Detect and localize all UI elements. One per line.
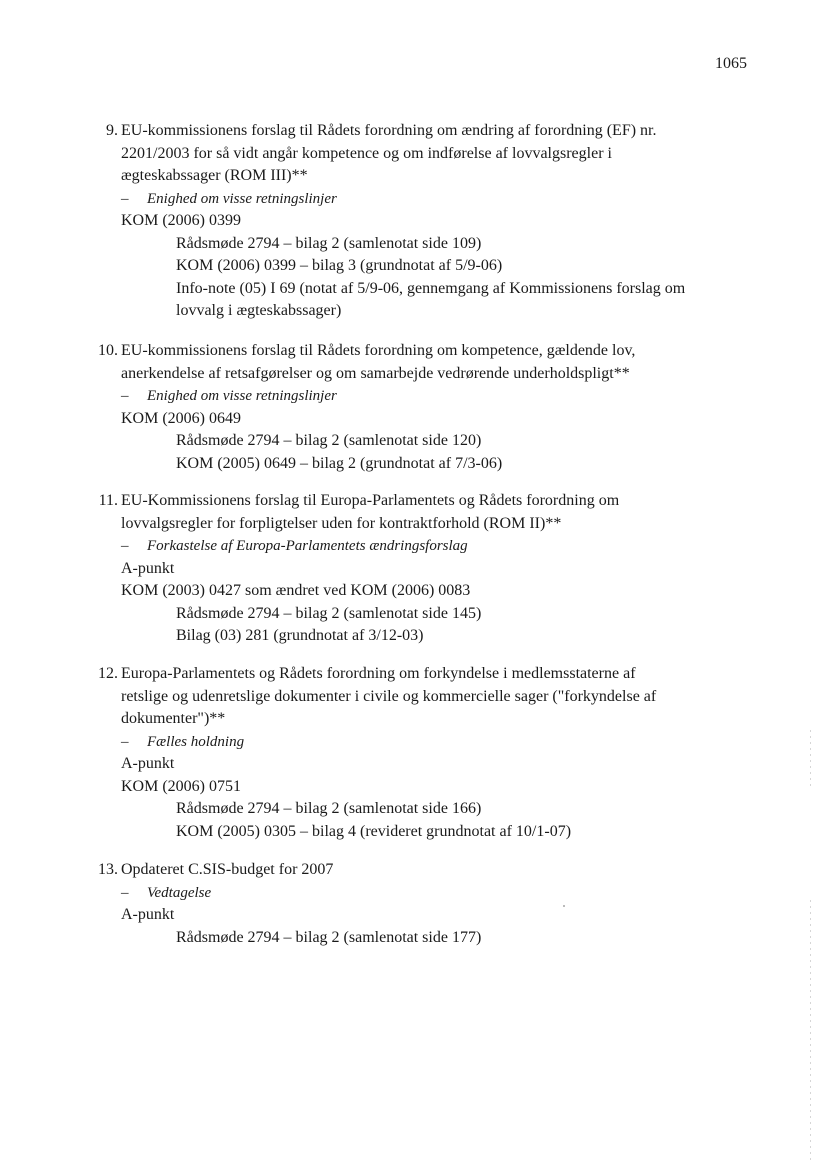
- item-number: 11.: [98, 492, 118, 509]
- item-sub-reference: KOM (2005) 0649 – bilag 2 (grundnotat af 7/3-06): [176, 454, 503, 472]
- item-reference: KOM (2003) 0427 som ændret ved KOM (2006) 0083: [121, 582, 471, 599]
- item-status: – Enighed om visse retningslinjer: [121, 388, 337, 404]
- item-number: 13.: [98, 861, 118, 878]
- item-status-text: Enighed om visse retningslinjer: [147, 388, 337, 404]
- item-status-text: Enighed om visse retningslinjer: [147, 190, 337, 207]
- item-title-line: EU-kommissionens forslag til Rådets forordning om ændring af forordning (EF) nr.: [121, 122, 657, 139]
- scan-speck: [563, 905, 565, 907]
- item-title-line: ægteskabssager (ROM III)**: [121, 167, 308, 184]
- item-sub-reference: Rådsmøde 2794 – bilag 2 (samlenotat side 166): [176, 800, 482, 817]
- agenda-item: [88, 490, 758, 648]
- scan-edge-mark: [810, 730, 811, 790]
- item-title-line: Europa-Parlamentets og Rådets forordning om forkyndelse i medlemsstaterne af: [121, 665, 636, 682]
- item-sub-reference: Rådsmøde 2794 – bilag 2 (samlenotat side 177): [176, 928, 482, 946]
- item-status: – Vedtagelse: [121, 884, 212, 901]
- item-status: – Forkastelse af Europa-Parlamentets ændringsforslag: [121, 538, 468, 554]
- item-status-text: Vedtagelse: [147, 884, 212, 901]
- item-reference: KOM (2006) 0751: [121, 777, 241, 795]
- item-sub-reference: KOM (2005) 0305 – bilag 4 (revideret grundnotat af 10/1-07): [176, 822, 572, 840]
- item-sub-reference: Rådsmøde 2794 – bilag 2 (samlenotat side 120): [176, 432, 482, 449]
- item-title-line: dokumenter")**: [121, 710, 226, 727]
- item-status: – Fælles holdning: [121, 733, 245, 750]
- item-sub-reference: Bilag (03) 281 (grundnotat af 3/12-03): [176, 627, 424, 644]
- item-title-line: anerkendelse af retsafgørelser og om samarbejde vedrørende underholdspligt**: [121, 364, 630, 382]
- item-status-text: Fælles holdning: [147, 733, 245, 750]
- item-sub-reference: lovvalg i ægteskabssager): [176, 302, 342, 319]
- item-reference: KOM (2006) 0399: [121, 212, 241, 229]
- item-title-line: EU-kommissionens forslag til Rådets forordning om kompetence, gældende lov,: [121, 342, 636, 359]
- item-reference: A-punkt: [121, 906, 175, 923]
- agenda-item: [88, 120, 758, 323]
- item-sub-reference: Info-note (05) I 69 (notat af 5/9-06, gennemgang af Kommissionens forslag om: [176, 279, 686, 297]
- item-title-line: Opdateret C.SIS-budget for 2007: [121, 861, 334, 878]
- item-title-line: EU-Kommissionens forslag til Europa-Parlamentets og Rådets forordning om: [121, 492, 620, 509]
- item-reference: KOM (2006) 0649: [121, 409, 241, 427]
- agenda-item: [88, 663, 758, 843]
- item-number: 9.: [106, 122, 118, 139]
- page-number: 1065: [715, 55, 747, 72]
- item-status: – Enighed om visse retningslinjer: [121, 190, 337, 207]
- item-reference: A-punkt: [121, 755, 175, 772]
- item-reference: A-punkt: [121, 559, 175, 577]
- scan-edge-mark: [810, 900, 811, 1160]
- item-title-line: lovvalgsregler for forpligtelser uden for kontraktforhold (ROM II)**: [121, 514, 562, 532]
- agenda-item: [88, 859, 758, 949]
- item-number: 12.: [98, 665, 118, 682]
- item-status-text: Forkastelse af Europa-Parlamentets ændringsforslag: [147, 538, 468, 554]
- item-sub-reference: KOM (2006) 0399 – bilag 3 (grundnotat af 5/9-06): [176, 257, 503, 274]
- item-title-line: 2201/2003 for så vidt angår kompetence og om indførelse af lovvalgsregler i: [121, 144, 612, 162]
- item-sub-reference: Rådsmøde 2794 – bilag 2 (samlenotat side 109): [176, 234, 482, 252]
- agenda-item: [88, 340, 758, 475]
- item-number: 10.: [98, 342, 118, 359]
- item-sub-reference: Rådsmøde 2794 – bilag 2 (samlenotat side 145): [176, 604, 482, 622]
- item-title-line: retslige og udenretslige dokumenter i civile og kommercielle sager ("forkyndelse af: [121, 687, 657, 705]
